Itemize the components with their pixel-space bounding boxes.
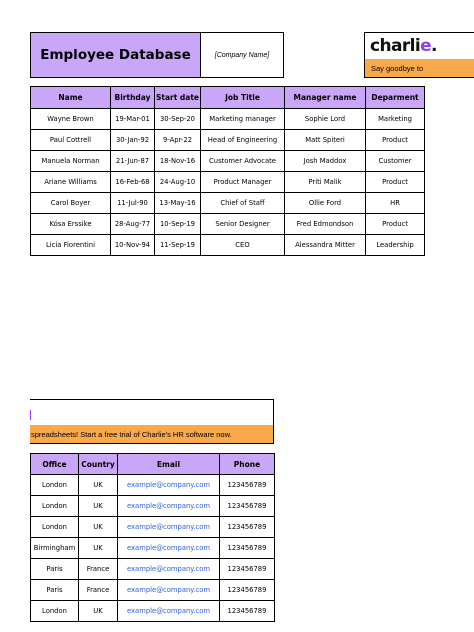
column-header-email[interactable]: Email bbox=[118, 454, 220, 475]
cell-country[interactable]: France bbox=[79, 559, 118, 580]
cell-start-date[interactable]: 24-Aug-10 bbox=[155, 172, 201, 193]
column-header-name[interactable]: Name bbox=[31, 87, 111, 109]
cell-department[interactable]: Product bbox=[366, 130, 425, 151]
table-row bbox=[31, 193, 425, 214]
cell-birthday[interactable]: 19-Mar-01 bbox=[111, 109, 155, 130]
cell-email-link[interactable]: example@company.com bbox=[118, 538, 220, 559]
cell-department[interactable]: Customer bbox=[366, 151, 425, 172]
cell-manager-name[interactable]: Ollie Ford bbox=[285, 193, 366, 214]
cell-start-date[interactable]: 11-Sep-19 bbox=[155, 235, 201, 256]
cell-start-date[interactable]: 10-Sep-19 bbox=[155, 214, 201, 235]
cell-job-title[interactable]: Marketing manager bbox=[201, 109, 285, 130]
cell-phone[interactable]: 123456789 bbox=[220, 580, 275, 601]
cell-email-link[interactable]: example@company.com bbox=[118, 601, 220, 622]
cell-country[interactable]: France bbox=[79, 580, 118, 601]
table-row bbox=[31, 517, 275, 538]
cell-office[interactable]: Birmingham bbox=[31, 538, 79, 559]
column-header-phone[interactable]: Phone bbox=[220, 454, 275, 475]
cell-name[interactable]: Paul Cottrell bbox=[31, 130, 111, 151]
cell-country[interactable]: UK bbox=[79, 517, 118, 538]
sheet-title[interactable]: Employee Database bbox=[30, 32, 201, 78]
column-header-department[interactable]: Deparment bbox=[366, 87, 425, 109]
column-header-start-date[interactable]: Start date bbox=[155, 87, 201, 109]
cell-job-title[interactable]: Chief of Staff bbox=[201, 193, 285, 214]
cell-manager-name[interactable]: Priti Malik bbox=[285, 172, 366, 193]
employee-header-row bbox=[31, 87, 425, 109]
cell-phone[interactable]: 123456789 bbox=[220, 517, 275, 538]
cell-job-title[interactable]: Senior Designer bbox=[201, 214, 285, 235]
cell-office[interactable]: London bbox=[31, 496, 79, 517]
cell-cursor bbox=[30, 410, 31, 420]
cell-job-title[interactable]: Customer Advocate bbox=[201, 151, 285, 172]
cell-office[interactable]: Paris bbox=[31, 559, 79, 580]
cell-manager-name[interactable]: Josh Maddox bbox=[285, 151, 366, 172]
table-row bbox=[31, 580, 275, 601]
cell-phone[interactable]: 123456789 bbox=[220, 559, 275, 580]
cell-manager-name[interactable]: Alessandra Mitter bbox=[285, 235, 366, 256]
column-header-country[interactable]: Country bbox=[79, 454, 118, 475]
cell-name[interactable]: Manuela Norman bbox=[31, 151, 111, 172]
cell-office[interactable]: London bbox=[31, 517, 79, 538]
office-header-row bbox=[31, 454, 275, 475]
cell-manager-name[interactable]: Matt Spiteri bbox=[285, 130, 366, 151]
table-row bbox=[31, 214, 425, 235]
cell-phone[interactable]: 123456789 bbox=[220, 475, 275, 496]
office-table bbox=[30, 453, 275, 622]
company-name-cell[interactable]: [Company Name] bbox=[201, 32, 284, 78]
cell-country[interactable]: UK bbox=[79, 538, 118, 559]
cell-office[interactable]: Paris bbox=[31, 580, 79, 601]
cell-phone[interactable]: 123456789 bbox=[220, 538, 275, 559]
cell-manager-name[interactable]: Sophie Lord bbox=[285, 109, 366, 130]
table-row bbox=[31, 151, 425, 172]
empty-cell-block[interactable] bbox=[30, 399, 274, 425]
table-row bbox=[31, 235, 425, 256]
cell-start-date[interactable]: 13-May-16 bbox=[155, 193, 201, 214]
cell-birthday[interactable]: 21-Jun-87 bbox=[111, 151, 155, 172]
cell-department[interactable]: Leadership bbox=[366, 235, 425, 256]
table-row bbox=[31, 172, 425, 193]
cell-email-link[interactable]: example@company.com bbox=[118, 580, 220, 601]
cell-name[interactable]: Ariane Williams bbox=[31, 172, 111, 193]
promo-banner-bottom[interactable]: spreadsheets! Start a free trial of Charlie's HR software now. bbox=[30, 425, 274, 444]
table-row bbox=[31, 601, 275, 622]
cell-start-date[interactable]: 18-Nov-16 bbox=[155, 151, 201, 172]
column-header-office[interactable]: Office bbox=[31, 454, 79, 475]
cell-department[interactable]: HR bbox=[366, 193, 425, 214]
cell-job-title[interactable]: Product Manager bbox=[201, 172, 285, 193]
cell-birthday[interactable]: 11-Jul-90 bbox=[111, 193, 155, 214]
cell-phone[interactable]: 123456789 bbox=[220, 496, 275, 517]
cell-office[interactable]: London bbox=[31, 601, 79, 622]
cell-phone[interactable]: 123456789 bbox=[220, 601, 275, 622]
column-header-job-title[interactable]: Job Title bbox=[201, 87, 285, 109]
table-row bbox=[31, 475, 275, 496]
cell-department[interactable]: Product bbox=[366, 172, 425, 193]
cell-name[interactable]: Carol Boyer bbox=[31, 193, 111, 214]
cell-email-link[interactable]: example@company.com bbox=[118, 475, 220, 496]
cell-office[interactable]: London bbox=[31, 475, 79, 496]
cell-job-title[interactable]: CEO bbox=[201, 235, 285, 256]
charlie-logo bbox=[364, 32, 474, 59]
cell-birthday[interactable]: 28-Aug-77 bbox=[111, 214, 155, 235]
employee-table bbox=[30, 86, 425, 256]
cell-birthday[interactable]: 30-Jan-92 bbox=[111, 130, 155, 151]
table-row bbox=[31, 109, 425, 130]
promo-banner-top[interactable]: Say goodbye to bbox=[364, 59, 474, 78]
table-row bbox=[31, 496, 275, 517]
cell-birthday[interactable]: 16-Feb-68 bbox=[111, 172, 155, 193]
cell-job-title[interactable]: Head of Engineering bbox=[201, 130, 285, 151]
table-row bbox=[31, 130, 425, 151]
cell-department[interactable]: Marketing bbox=[366, 109, 425, 130]
cell-start-date[interactable]: 9-Apr-22 bbox=[155, 130, 201, 151]
cell-department[interactable]: Product bbox=[366, 214, 425, 235]
cell-email-link[interactable]: example@company.com bbox=[118, 517, 220, 538]
logo-wordmark: charlie. bbox=[370, 36, 437, 56]
table-row bbox=[31, 559, 275, 580]
cell-country[interactable]: UK bbox=[79, 601, 118, 622]
cell-name[interactable]: Wayne Brown bbox=[31, 109, 111, 130]
logo-accent-e: e bbox=[420, 36, 432, 56]
cell-country[interactable]: UK bbox=[79, 496, 118, 517]
cell-name[interactable]: Kósa Erssike bbox=[31, 214, 111, 235]
cell-email-link[interactable]: example@company.com bbox=[118, 496, 220, 517]
column-header-birthday[interactable]: Birthday bbox=[111, 87, 155, 109]
cell-name[interactable]: Licia Fiorentini bbox=[31, 235, 111, 256]
column-header-manager-name[interactable]: Manager name bbox=[285, 87, 366, 109]
cell-email-link[interactable]: example@company.com bbox=[118, 559, 220, 580]
cell-manager-name[interactable]: Fred Edmondson bbox=[285, 214, 366, 235]
cell-birthday[interactable]: 10-Nov-94 bbox=[111, 235, 155, 256]
table-row bbox=[31, 538, 275, 559]
cell-country[interactable]: UK bbox=[79, 475, 118, 496]
cell-start-date[interactable]: 30-Sep-20 bbox=[155, 109, 201, 130]
